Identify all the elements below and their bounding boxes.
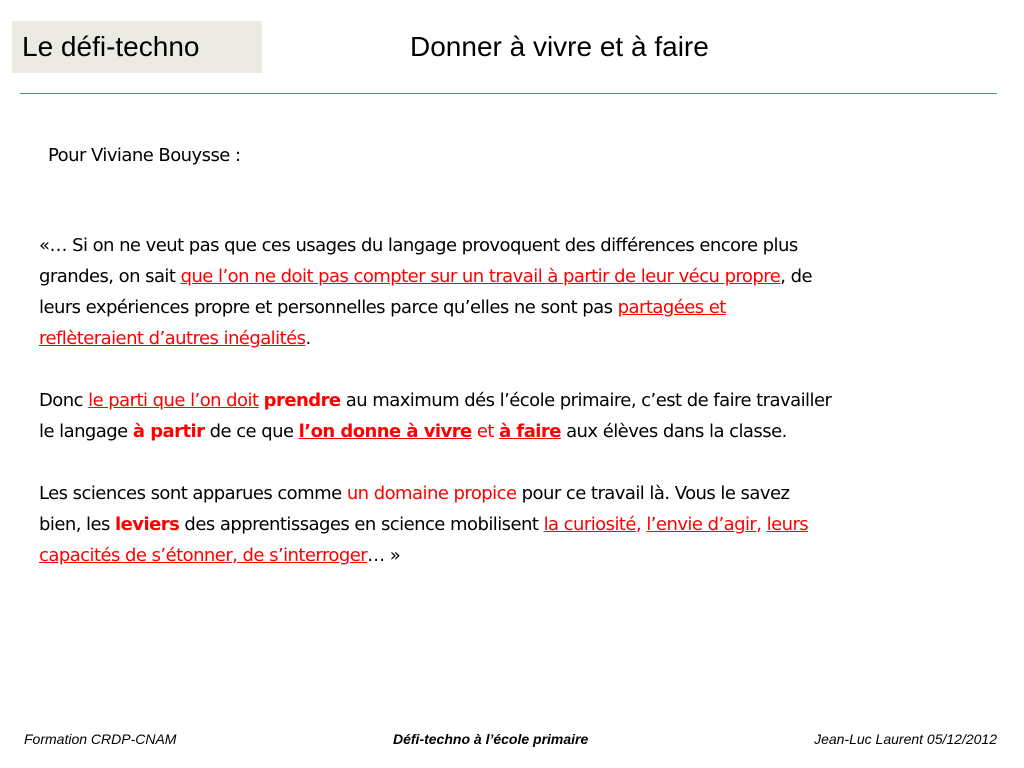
text-segment: leurs expériences propre et personnelles parce qu’elles ne sont pas <box>39 297 618 318</box>
text-segment: , de <box>780 266 812 287</box>
paragraph-2-line-1 <box>39 385 999 416</box>
paragraph-1-line-2 <box>39 261 999 292</box>
paragraph-1-line-4 <box>39 323 999 354</box>
text-segment: grandes, on sait <box>39 266 181 287</box>
text-segment: pour ce travail là. Vous le savez <box>516 483 790 504</box>
paragraph-1-line-3 <box>39 292 999 323</box>
emphasis-bold-underlined: à faire <box>499 421 561 442</box>
emphasis-colored: , <box>756 514 767 535</box>
paragraph-1-line-1 <box>39 230 999 261</box>
quote-attribution: Pour Viviane Bouysse : <box>48 145 241 166</box>
quote-body <box>39 230 999 571</box>
text-segment: «… Si on ne veut pas que ces usages du langage provoquent des différences encore plus <box>39 235 798 256</box>
footer-left: Formation CRDP-CNAM <box>24 731 177 747</box>
emphasis-underlined: partagées et <box>617 297 726 318</box>
emphasis-bold: leviers <box>115 514 180 535</box>
text-segment: bien, les <box>39 514 116 535</box>
text-segment: des apprentissages en science mobilisent <box>179 514 544 535</box>
emphasis-underlined: capacités de s’étonner, de s’interroger <box>39 545 368 566</box>
paragraph-2 <box>39 385 999 447</box>
text-segment: … » <box>367 545 401 566</box>
paragraph-1 <box>39 230 999 354</box>
emphasis-bold: prendre <box>263 390 341 411</box>
emphasis-underlined: le parti que l’on doit <box>88 390 259 411</box>
emphasis-underlined: reflèteraient d’autres inégalités <box>39 328 306 349</box>
emphasis-underlined: que l’on ne doit pas compter sur un travail à partir de leur vécu propre <box>180 266 781 287</box>
text-segment: le langage <box>39 421 133 442</box>
text-segment: au maximum dés l’école primaire, c’est de faire travailler <box>340 390 832 411</box>
emphasis-colored: un domaine propice <box>346 483 517 504</box>
emphasis-colored: , <box>635 514 647 535</box>
text-segment: de ce que <box>204 421 299 442</box>
text-segment: Donc <box>39 390 89 411</box>
slide-title: Donner à vivre et à faire <box>410 31 709 62</box>
paragraph-3 <box>39 478 999 571</box>
emphasis-bold: à partir <box>132 421 205 442</box>
title-divider <box>20 93 997 94</box>
text-segment: aux élèves dans la classe. <box>560 421 787 442</box>
text-segment: Les sciences sont apparues comme <box>39 483 347 504</box>
paragraph-3-line-1 <box>39 478 999 509</box>
footer-center: Défi-techno à l’école primaire <box>393 731 589 747</box>
text-segment: . <box>305 328 311 349</box>
paragraph-3-line-3 <box>39 540 999 571</box>
emphasis-bold-underlined: l’on donne à vivre <box>298 421 472 442</box>
emphasis-underlined: leurs <box>766 514 809 535</box>
paragraph-3-line-2 <box>39 509 999 540</box>
section-tag <box>12 21 262 73</box>
section-tag-label: Le défi-techno <box>22 31 200 62</box>
paragraph-2-line-2 <box>39 416 999 447</box>
footer-right: Jean-Luc Laurent 05/12/2012 <box>814 731 997 747</box>
emphasis-underlined: l’envie d’agir <box>646 514 757 535</box>
emphasis-colored: et <box>471 421 500 442</box>
emphasis-underlined: la curiosité <box>543 514 636 535</box>
